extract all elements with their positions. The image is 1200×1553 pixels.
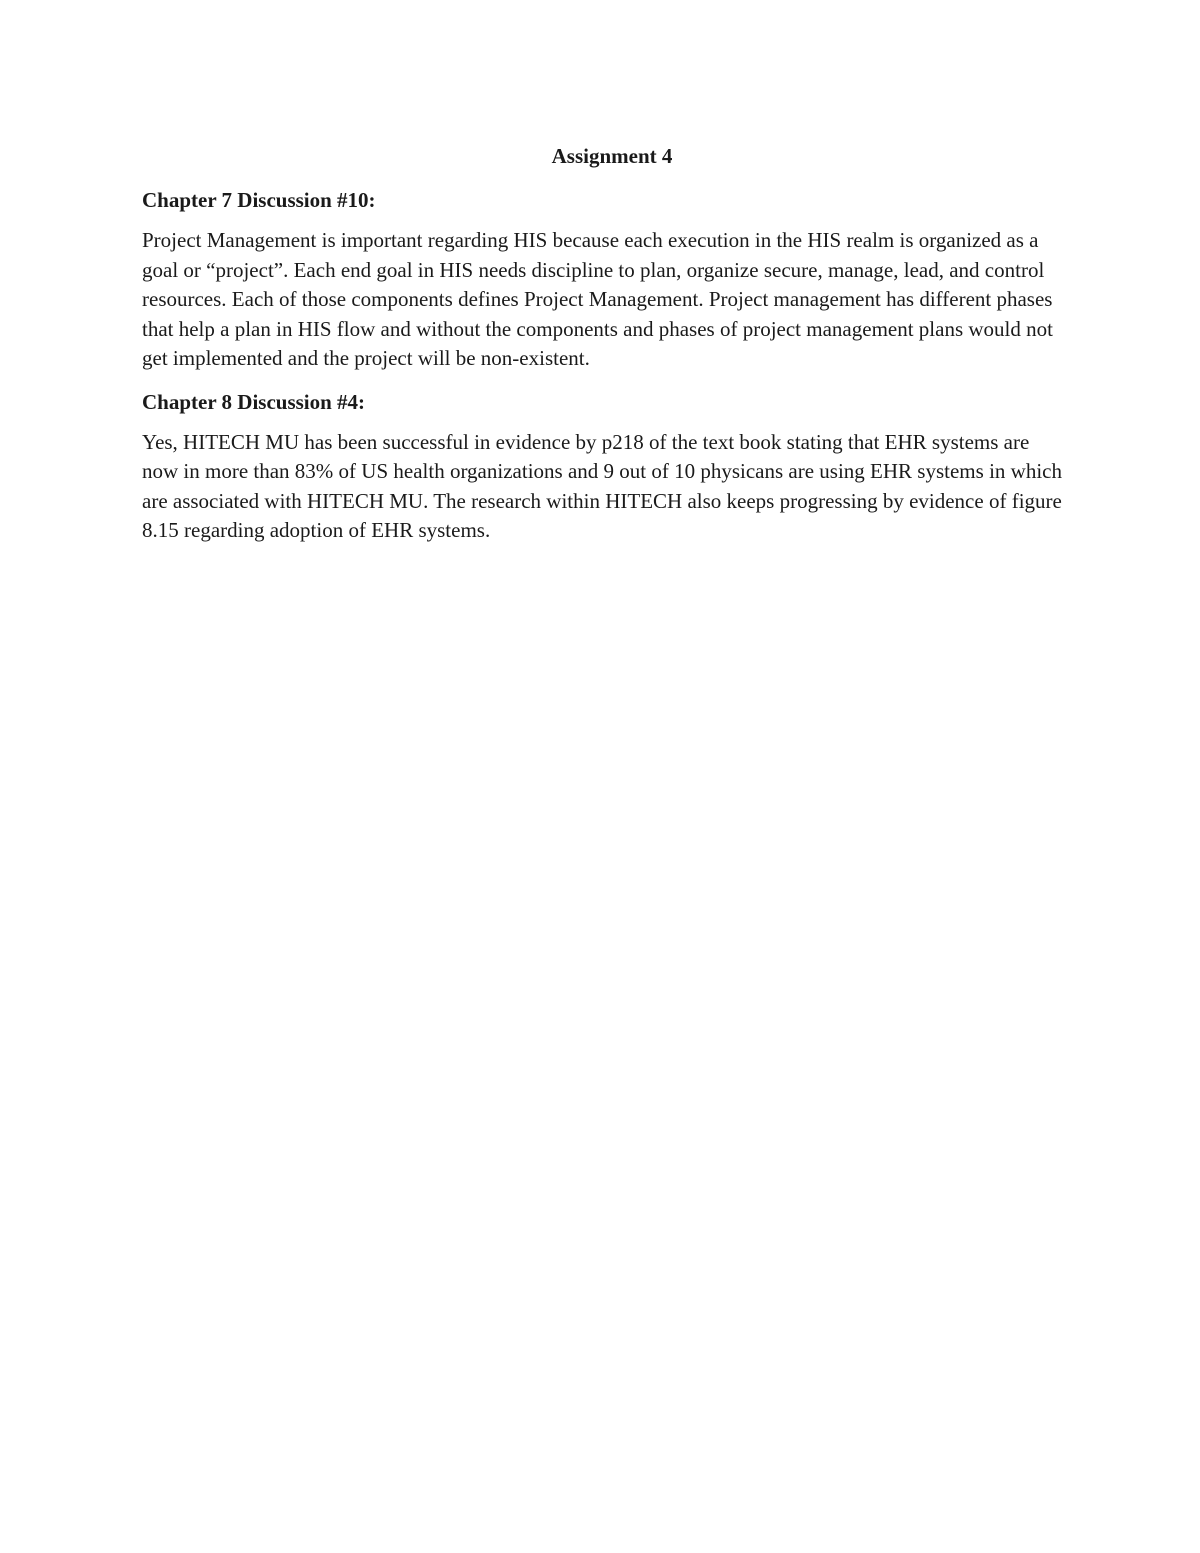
section-body: Yes, HITECH MU has been successful in evidence by p218 of the text book stating that EHR systems are now in more than 83% of US health organizations and 9 out of 10 physicans are using EHR systems in which are associated with HITECH MU. The research within HITECH also keeps progressing by evidence of figure 8.15 regarding adoption of EHR systems. [142,429,1062,542]
section-heading: Chapter 8 Discussion #4: [142,389,366,414]
section-chapter-8 [142,386,1062,546]
document-content [142,140,1062,558]
section-heading: Chapter 7 Discussion #10: [142,188,376,212]
section-chapter-7 [142,184,1062,374]
document-title: Assignment 4 [551,144,673,168]
section-body: Project Management is important regarding HIS because each execution in the HIS realm is organized as a goal or “project”. Each end goal in HIS needs discipline to plan, organize secure, manage, lead, and control resources. Each of those components defines Project Management. Project management has different phases that help a plan in HIS flow and without the components and phases of project management plans would not get implemented and the project will be non-existent. [142,228,1053,370]
